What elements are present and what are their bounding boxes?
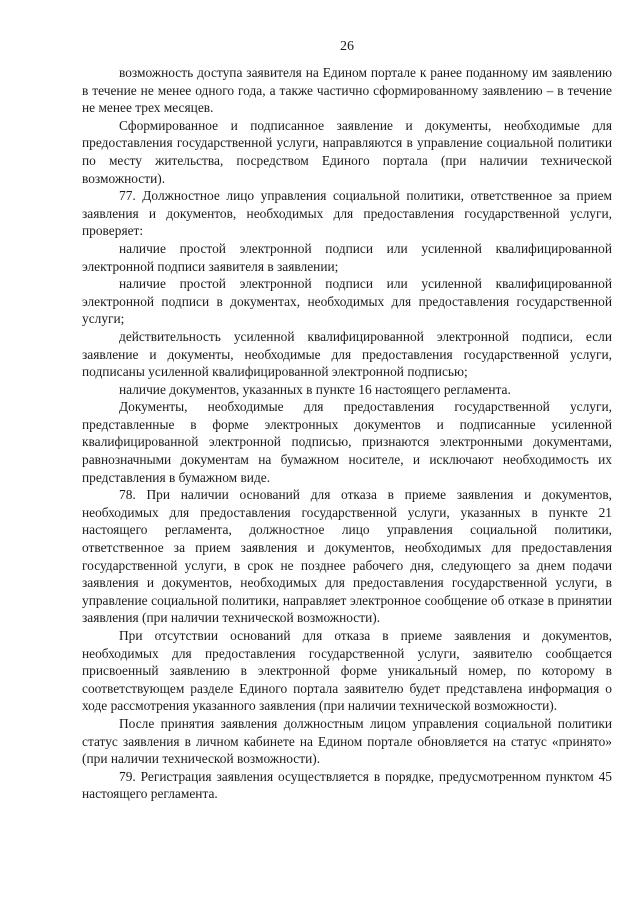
list-item-documents-point-16: наличие документов, указанных в пункте 16 настоящего регламента. xyxy=(119,381,511,397)
paragraph-status-accepted: После принятия заявления должностным лицом управления социальной политики статус заявления в личном кабинете на Едином портале обновляется на статус «принято» (при наличии технической возможности). xyxy=(82,715,612,767)
paragraph-78: 78. При наличии оснований для отказа в приеме заявления и документов, необходимых для предоставления государственной услуги, указанных в пункте 21 настоящего регламента, должностное лицо управления социальной политики, ответственное за прием заявления и документов, необходимых для предоставления государственной услуги, в срок не позднее рабочего дня, следующего за днем подачи заявления и документов, необходимых для предоставления государственной услуги, в управление социальной политики, направляет электронное сообщение об отказе в принятии заявления (при наличии технической возможности). xyxy=(82,487,612,626)
paragraph-continuation: возможность доступа заявителя на Едином портале к ранее поданному им заявлению в течение не менее одного года, а также частично сформированному заявлению – в течение не менее трех месяцев. xyxy=(82,65,612,116)
paragraph-no-grounds-refusal: При отсутствии оснований для отказа в приеме заявления и документов, необходимых для предоставления государственной услуги, заявителю сообщается присвоенный заявлению в электронной форме уникальный номер, по которому в соответствующем разделе Единого портала заявителю будет представлена информация о ходе рассмотрения указанного заявления (при наличии технической возможности). xyxy=(82,628,612,714)
list-item-signature-documents: наличие простой электронной подписи или усиленной квалифицированной электронной подписи в документах, необходимых для предоставления государственной услуги; xyxy=(82,276,612,327)
paragraph-electronic-documents: Документы, необходимые для предоставления государственной услуги, представленные в форме электронных документов и подписанные усиленной квалифицированной электронной подписью, признаются электронными документами, равнозначными документам на бумажном носителе, и исключают необходимость их представления в бумажном виде. xyxy=(82,399,612,485)
paragraph-77: 77. Должностное лицо управления социальной политики, ответственное за прием заявления и документов, необходимых для предоставления государственной услуги, проверяет: xyxy=(82,188,612,239)
list-item-simple-signature-application: наличие простой электронной подписи или усиленной квалифицированной электронной подписи заявителя в заявлении; xyxy=(82,240,612,274)
page-number: 26 xyxy=(340,39,354,54)
document-body xyxy=(82,64,612,803)
paragraph-submission: Сформированное и подписанное заявление и документы, необходимые для предоставления государственной услуги, направляются в управление социальной политики по месту жительства, посредством Единого портала (при наличии технической возможности). xyxy=(82,117,612,186)
list-item-signature-validity: действительность усиленной квалифицированной электронной подписи, если заявление и документы, необходимые для предоставления государственной услуги, подписаны усиленной квалифицированной электронной подписью; xyxy=(82,328,612,380)
paragraph-79: 79. Регистрация заявления осуществляется в порядке, предусмотренном пунктом 45 настоящего регламента. xyxy=(82,768,612,802)
